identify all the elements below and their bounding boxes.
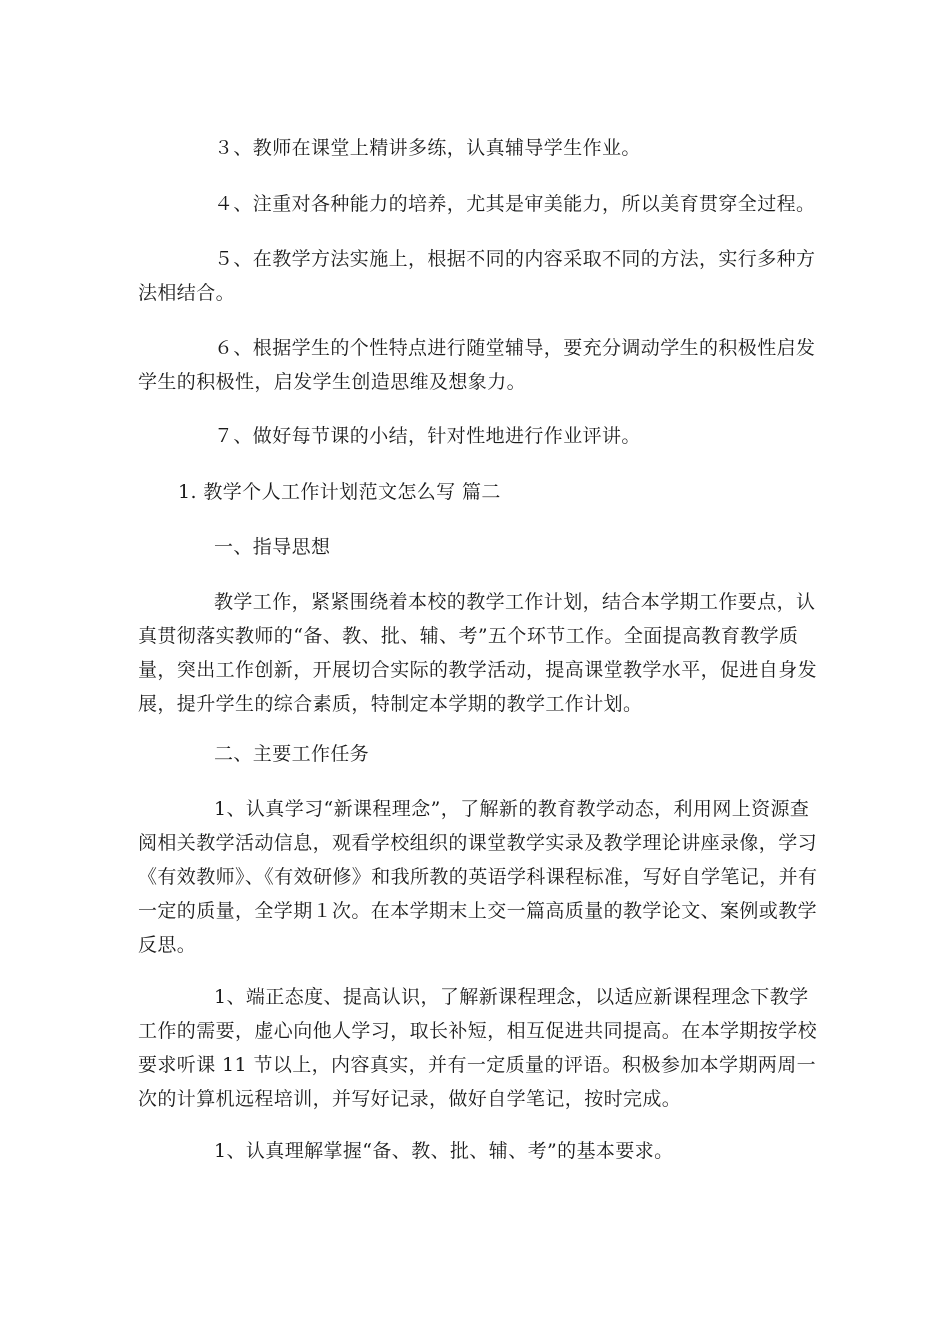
section-heading: 1. 教学个人工作计划范文怎么写 篇二 <box>178 481 501 503</box>
subheading-guiding-thought: 一、指导思想 <box>214 536 331 558</box>
paragraph-item-6: ６、根据学生的个性特点进行随堂辅导，要充分调动学生的积极性启发学生的积极性，启发学生创造思维及想象力。 <box>138 337 816 393</box>
paragraph-item-5: ５、在教学方法实施上，根据不同的内容采取不同的方法，实行多种方法相结合。 <box>138 248 816 304</box>
paragraph-item-7: ７、做好每节课的小结，针对性地进行作业评讲。 <box>214 425 641 447</box>
paragraph-item-3: ３、教师在课堂上精讲多练，认真辅导学生作业。 <box>214 137 641 159</box>
paragraph-task-attitude: 1、端正态度、提高认识，了解新课程理念，以适应新课程理念下教学工作的需要，虚心向他人学习，取长补短，相互促进共同提高。在本学期按学校要求听课 11 节以上，内容真实，并有一定质量的评语。积极参加本学期两周一次的计算机远程培训，并写好记录，做好自学笔记，按时完成。 <box>138 986 818 1110</box>
paragraph-task-requirements: 1、认真理解掌握“备、教、批、辅、考”的基本要求。 <box>214 1140 674 1162</box>
subheading-main-tasks: 二、主要工作任务 <box>214 743 370 765</box>
paragraph-task-study: 1、认真学习“新课程理念”，了解新的教育教学动态，利用网上资源查阅相关教学活动信息，观看学校组织的课堂教学实录及教学理论讲座录像，学习《有效教师》、《有效研修》和我所教的英语学科课程标准，写好自学笔记，并有一定的质量，全学期１次。在本学期末上交一篇高质量的教学论文、案例或教学反思。 <box>138 798 818 956</box>
paragraph-item-4: ４、注重对各种能力的培养，尤其是审美能力，所以美育贯穿全过程。 <box>214 193 816 215</box>
paragraph-guiding-thought: 教学工作，紧紧围绕着本校的教学工作计划，结合本学期工作要点，认真贯彻落实教师的“备、教、批、辅、考”五个环节工作。全面提高教育教学质量，突出工作创新，开展切合实际的教学活动，提高课堂教学水平，促进自身发展，提升学生的综合素质，特制定本学期的教学工作计划。 <box>138 591 818 715</box>
